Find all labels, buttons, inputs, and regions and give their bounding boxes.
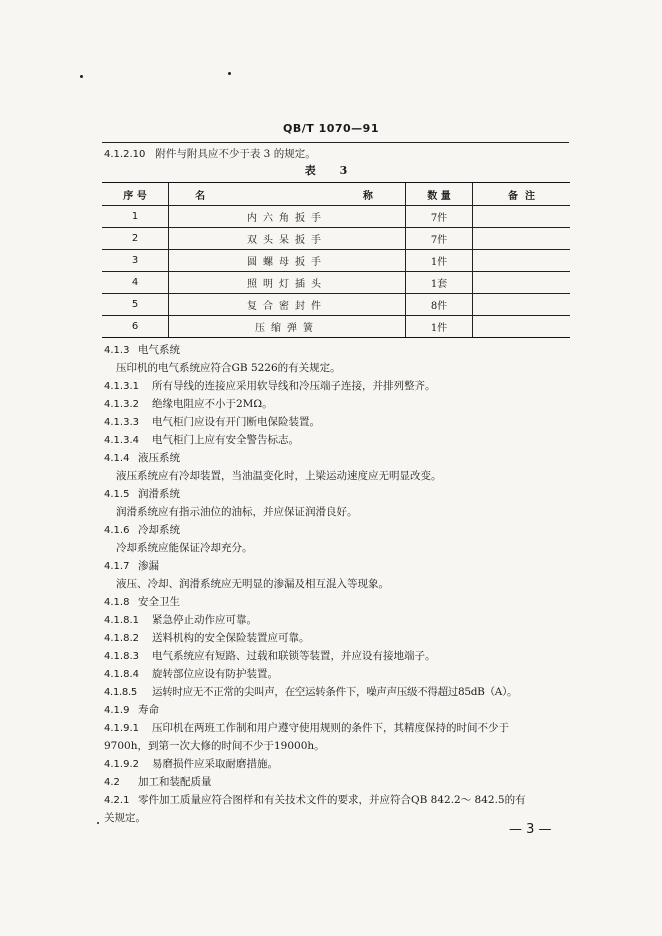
col-header-name: 名 称 <box>169 183 406 206</box>
section-heading <box>104 773 570 792</box>
clause-number: 4.1.8.2 <box>104 633 139 644</box>
clause-line <box>104 629 570 648</box>
clause-text: 关规定。 <box>104 812 146 824</box>
clause-line <box>104 647 570 666</box>
section-heading <box>104 521 570 540</box>
clause-number: 4.1.4 <box>104 453 130 464</box>
row-qty: 7件 <box>406 228 473 250</box>
table-caption: 表 3 <box>304 164 358 177</box>
clause-line <box>116 359 582 377</box>
clause-text: 绝缘电阻应不小于2MΩ。 <box>152 398 273 410</box>
table-row <box>102 228 570 250</box>
clause-text: 附件与附具应不少于表 3 的规定。 <box>155 148 316 160</box>
clause-text: 旋转部位应设有防护装置。 <box>152 668 278 680</box>
clause-text: 压印机的电气系统应符合GB 5226的有关规定。 <box>116 362 341 374</box>
clause-number: 4.1.9.1 <box>104 723 139 734</box>
row-no: 4 <box>102 272 169 294</box>
header-rule <box>102 142 569 143</box>
clause-text: 9700h，到第一次大修的时间不少于19000h。 <box>104 740 325 752</box>
row-qty: 1套 <box>406 272 473 294</box>
page-number: — 3 — <box>509 822 552 837</box>
clause-text: 寿命 <box>138 704 159 716</box>
clause-line <box>104 737 570 755</box>
standard-code-header: QB/T 1070—91 <box>282 122 379 135</box>
section-heading <box>104 593 570 612</box>
clause-text: 润滑系统 <box>138 488 180 500</box>
row-name: 圆螺母扳手 <box>169 250 406 272</box>
clause-text: 送料机构的安全保险装置应可靠。 <box>152 632 310 644</box>
scan-speck <box>97 822 99 824</box>
table-row <box>102 250 570 272</box>
clause-text: 渗漏 <box>138 560 159 572</box>
clause-number: 4.1.3.1 <box>104 381 139 392</box>
clause-number: 4.1.8.4 <box>104 669 139 680</box>
clause-text: 电气柜门上应有安全警告标志。 <box>152 434 299 446</box>
col-header-qty: 数 量 <box>406 183 473 206</box>
clause-number: 4.1.9 <box>104 705 130 716</box>
row-note <box>473 228 571 250</box>
clause-line <box>104 665 570 684</box>
clause-number: 4.2 <box>104 777 120 788</box>
clause-number: 4.1.6 <box>104 525 130 536</box>
clause-text: 安全卫生 <box>138 596 180 608</box>
row-qty: 1件 <box>406 250 473 272</box>
clause-line <box>116 575 582 593</box>
clause-number: 4.1.9.2 <box>104 759 139 770</box>
col-header-note: 备 注 <box>473 183 571 206</box>
row-no: 2 <box>102 228 169 250</box>
clause-text: 易磨损件应采取耐磨措施。 <box>152 758 278 770</box>
clause-line <box>116 467 582 485</box>
clause-line <box>104 377 570 396</box>
clause-text: 冷却系统应能保证冷却充分。 <box>116 542 253 554</box>
clause-text: 冷却系统 <box>138 524 180 536</box>
clause-text: 液压系统 <box>138 452 180 464</box>
row-name: 双头呆扳手 <box>169 228 406 250</box>
clause-line <box>116 539 582 557</box>
clause-number: 4.1.8 <box>104 597 130 608</box>
clause-line <box>104 719 570 738</box>
section-heading <box>104 485 570 504</box>
clause-line <box>104 395 570 414</box>
clause-number: 4.1.3.3 <box>104 417 139 428</box>
clause-line <box>104 413 570 432</box>
row-name: 压缩弹簧 <box>169 316 406 338</box>
clause-number: 4.1.7 <box>104 561 130 572</box>
section-heading <box>104 701 570 720</box>
clause-number: 4.1.8.5 <box>104 687 137 698</box>
clause-text: 润滑系统应有指示油位的油标，并应保证润滑良好。 <box>116 506 358 518</box>
col-header-no: 序 号 <box>102 183 169 206</box>
clause-line <box>104 611 570 630</box>
clause-number: 4.1.3.4 <box>104 435 139 446</box>
row-name: 内六角扳手 <box>169 206 406 228</box>
clause-text: 所有导线的连接应采用软导线和冷压端子连接，并排列整齐。 <box>152 380 436 392</box>
clause-number: 4.1.3.2 <box>104 399 139 410</box>
section-heading <box>104 341 570 360</box>
clause-line <box>104 791 570 810</box>
accessories-table <box>102 182 570 338</box>
row-note <box>473 272 571 294</box>
clause-text: 运转时应无不正常的尖叫声，在空运转条件下，噪声声压级不得超过85dB（A）。 <box>152 686 518 698</box>
clause-line <box>116 503 582 521</box>
row-no: 5 <box>102 294 169 316</box>
clause-text: 电气系统 <box>138 344 180 356</box>
clause-number: 4.2.1 <box>104 795 130 806</box>
table-row <box>102 316 570 338</box>
table-row <box>102 206 570 228</box>
clause-text: 电气系统应有短路、过载和联锁等装置，并应设有接地端子。 <box>152 650 436 662</box>
clause-text: 电气柜门应设有开门断电保险装置。 <box>152 416 320 428</box>
row-name: 复合密封件 <box>169 294 406 316</box>
clause-line <box>104 431 570 450</box>
clause-number: 4.1.2.10 <box>104 149 146 160</box>
clause-number: 4.1.5 <box>104 489 130 500</box>
scan-speck <box>80 75 83 78</box>
row-note <box>473 250 571 272</box>
row-note <box>473 206 571 228</box>
row-no: 3 <box>102 250 169 272</box>
row-note <box>473 294 571 316</box>
table-row <box>102 294 570 316</box>
clause-line <box>104 755 570 774</box>
row-no: 6 <box>102 316 169 338</box>
clause-number: 4.1.8.3 <box>104 651 139 662</box>
clause-text: 紧急停止动作应可靠。 <box>152 614 257 626</box>
row-qty: 8件 <box>406 294 473 316</box>
clause-text: 液压系统应有冷却装置，当油温变化时，上梁运动速度应无明显改变。 <box>116 470 442 482</box>
clause-text: 液压、冷却、润滑系统应无明显的渗漏及相互混入等现象。 <box>116 578 389 590</box>
clause-line <box>104 809 570 827</box>
row-qty: 7件 <box>406 206 473 228</box>
clause-number: 4.1.8.1 <box>104 615 139 626</box>
row-note <box>473 316 571 338</box>
clause-text: 加工和装配质量 <box>138 776 212 788</box>
clause-line <box>104 683 570 702</box>
row-no: 1 <box>102 206 169 228</box>
row-qty: 1件 <box>406 316 473 338</box>
table-row <box>102 272 570 294</box>
section-heading <box>104 557 570 576</box>
clause-text: 压印机在两班工作制和用户遵守使用规则的条件下，其精度保持的时间不少于 <box>152 722 509 734</box>
clause-text: 零件加工质量应符合图样和有关技术文件的要求，并应符合QB 842.2～ 842.5的有 <box>138 794 526 806</box>
clause-number: 4.1.3 <box>104 345 130 356</box>
table-header-row <box>102 183 570 206</box>
section-heading <box>104 449 570 468</box>
row-name: 照明灯插头 <box>169 272 406 294</box>
scan-speck <box>228 72 231 75</box>
